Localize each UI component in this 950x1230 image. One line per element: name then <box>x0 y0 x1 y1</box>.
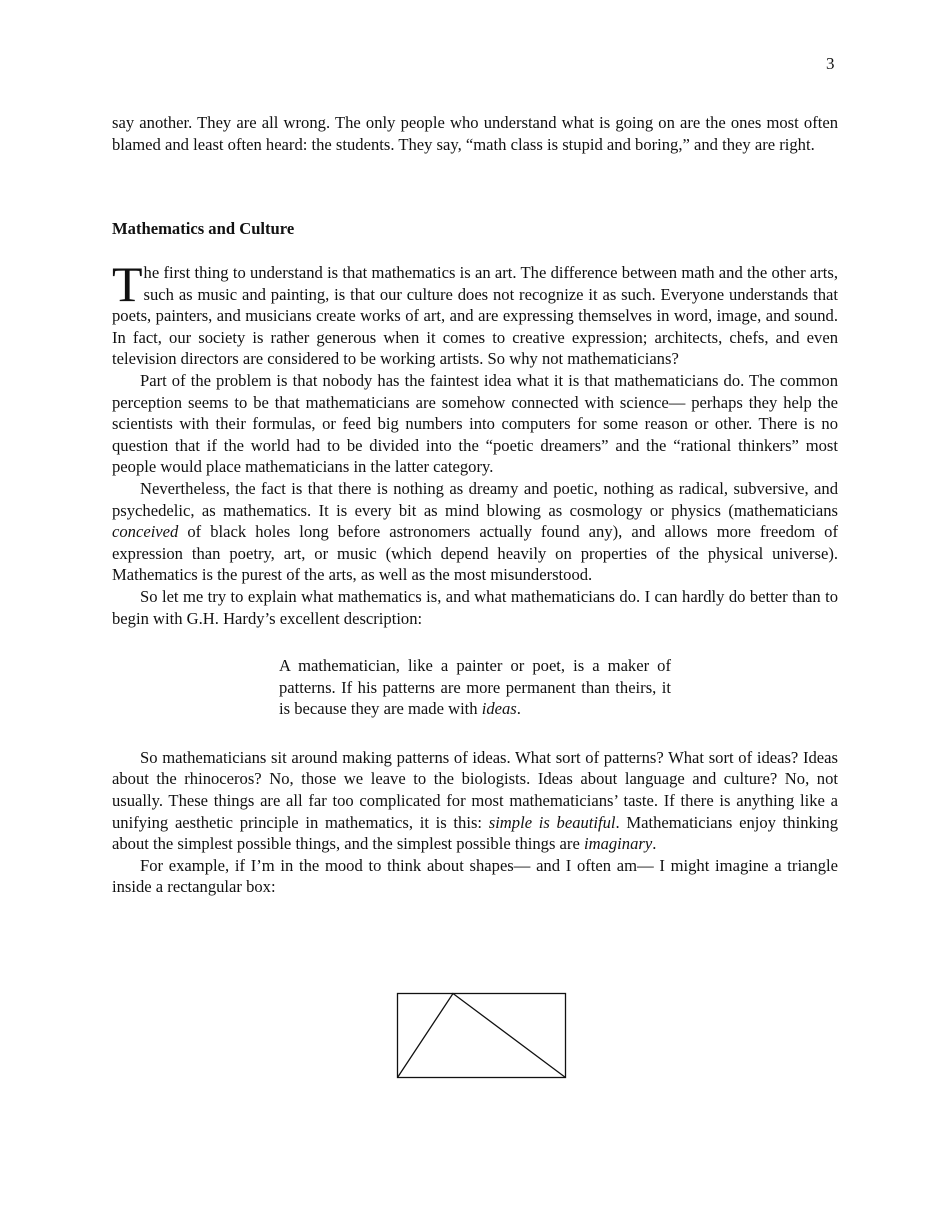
paragraph-5-text-a: So mathematicians sit around making patterns of ideas. What sort of patterns? What sort of ideas? Ideas about the rhinoceros? No, those we leave to the biologists. Ideas about language and culture? No, not usually. These things are all far too complicated for most mathematicians’ taste. If there is anything like a unifying aesthetic principle in mathematics, it is this: <box>112 747 838 832</box>
block-quote <box>279 655 671 720</box>
paragraph-3-text-b: of black holes long before astronomers actually found any), and allows more freedom of expression than poetry, art, or music (which depend heavily on properties of the physical universe). Mathematics is the purest of the arts, as well as the most misunderstood. <box>112 522 838 585</box>
paragraph-5 <box>112 747 838 855</box>
intro-paragraph-block <box>112 112 838 155</box>
quote-text-b: . <box>516 699 521 719</box>
section-heading: Mathematics and Culture <box>112 219 295 238</box>
quote-text-a: A mathematician, like a painter or poet, is a maker of patterns. If his patterns are more permanent than theirs, it is because they are made with <box>279 656 671 719</box>
drop-cap: T <box>112 256 143 312</box>
paragraph-1 <box>112 256 838 370</box>
quote-emphasis: ideas <box>481 699 517 719</box>
paragraph-3 <box>112 478 838 586</box>
rectangular-box <box>398 994 566 1078</box>
paragraph-3-emphasis: conceived <box>112 522 179 542</box>
paragraph-5-emphasis-2: imaginary <box>583 834 653 854</box>
paragraph-3-text-a: Nevertheless, the fact is that there is nothing as dreamy and poetic, nothing as radical, subversive, and psychedelic, as mathematics. It is every bit as mind blowing as cosmology or physics (mathematicians <box>112 478 838 520</box>
page-number: 3 <box>826 54 835 73</box>
triangle-in-box-figure <box>396 992 568 1085</box>
paragraph-6: For example, if I’m in the mood to think about shapes— and I often am— I might imagine a triangle inside a rectangular box: <box>112 855 838 897</box>
triangle-in-box-drawing <box>396 992 568 1080</box>
triangle <box>398 994 566 1078</box>
paragraph-5-emphasis-1: simple is beautiful <box>488 812 616 832</box>
paragraph-4: So let me try to explain what mathematics is, and what mathematicians do. I can hardly do better than to begin with G.H. Hardy’s excellent description: <box>112 586 838 628</box>
section-body <box>112 256 838 898</box>
paragraph-5-text-b: . Mathematicians enjoy thinking about the simplest possible things, and the simplest possible things are <box>112 812 838 854</box>
paragraph-2: Part of the problem is that nobody has the faintest idea what it is that mathematicians do. The common perception seems to be that mathematicians are somehow connected with science— perhaps they help the scientists with their formulas, or feed big numbers into computers for some reason or other. There is no question that if the world had to be divided into the “poetic dreamers” and the “rational thinkers” most people would place mathematicians in the latter category. <box>112 370 838 477</box>
paragraph-5-text-c: . <box>652 834 657 854</box>
paragraph-1-text: he first thing to understand is that mathematics is an art. The difference between math and the other arts, such as music and painting, is that our culture does not recognize it as such. Everyone understands that poets, painters, and musicians create works of art, and are expressing themselves in word, image, and sound. In fact, our society is rather generous when it comes to creative expression; architects, chefs, and even television directors are considered to be working artists. So why not mathematicians? <box>112 263 838 369</box>
intro-paragraph: say another. They are all wrong. The only people who understand what is going on are the ones most often blamed and least often heard: the students. They say, “math class is stupid and boring,” and they are right. <box>112 113 838 154</box>
